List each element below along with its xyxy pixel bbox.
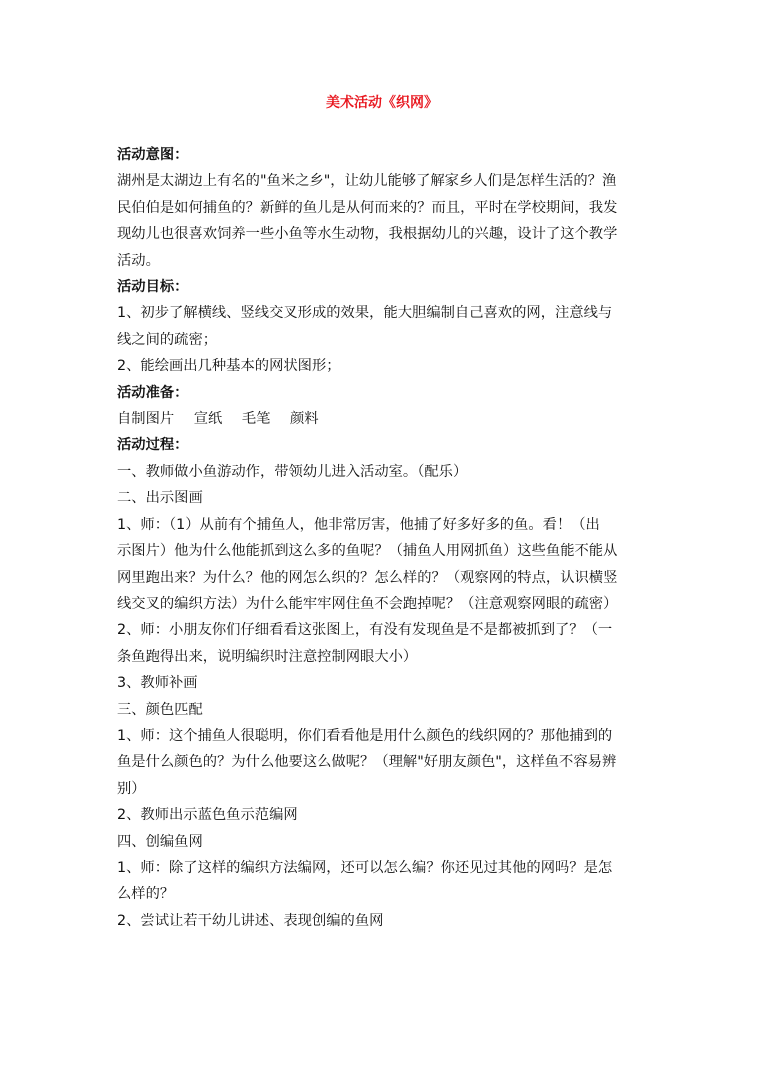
intent-heading: 活动意图： [117, 147, 189, 163]
text-line: 1、师：除了这样的编织方法编网，还可以怎么编？你还见过其他的网吗？是怎 [117, 859, 613, 876]
material-item: 自制图片 [117, 411, 175, 428]
text-line: 线交叉的编织方法）为什么能牢牢网住鱼不会跑掉呢？（注意观察网眼的疏密） [117, 595, 618, 612]
materials-list [117, 406, 657, 432]
intent-paragraph [117, 168, 657, 274]
text-line: 2、师：小朋友你们仔细看看这张图上，有没有发现鱼是不是都被抓到了？（一 [117, 622, 613, 639]
step-4-item-1 [117, 855, 657, 908]
step-2-item-3: 3、教师补画 [117, 675, 198, 692]
step-4-item-2: 2、尝试让若干幼儿讲述、表现创编的鱼网 [117, 912, 384, 929]
text-line: 民伯伯是如何捕鱼的？新鲜的鱼儿是从何而来的？而且，平时在学校期间，我发 [117, 199, 618, 216]
material-item: 毛笔 [241, 411, 271, 428]
step-1: 一、教师做小鱼游动作，带领幼儿进入活动室。（配乐） [117, 463, 468, 480]
step-3-item-1 [117, 723, 657, 802]
material-item: 宣纸 [193, 411, 223, 428]
prep-heading: 活动准备： [117, 384, 189, 401]
text-line: 1、师：（1）从前有个捕鱼人，他非常厉害，他捕了好多好多的鱼。看！（出 [117, 516, 600, 533]
text-line: 活动。 [117, 252, 160, 269]
step-4: 四、创编鱼网 [117, 833, 203, 850]
document-body [117, 142, 657, 934]
step-2: 二、出示图画 [117, 490, 203, 507]
step-2-item-2 [117, 617, 657, 670]
text-line: 示图片）他为什么他能抓到这么多的鱼呢？（捕鱼人用网抓鱼）这些鱼能不能从 [117, 543, 618, 560]
text-line: 1、初步了解横线、竖线交叉形成的效果，能大胆编制自己喜欢的网，注意线与 [117, 305, 613, 322]
text-line: 湖州是太湖边上有名的"鱼米之乡"，让幼儿能够了解家乡人们是怎样生活的？渔 [117, 173, 617, 190]
text-line: 条鱼跑得出来，说明编织时注意控制网眼大小） [117, 648, 418, 665]
text-line: 线之间的疏密； [117, 331, 218, 348]
goal-item-2: 2、能绘画出几种基本的网状图形； [117, 358, 341, 375]
text-line: 现幼儿也很喜欢饲养一些小鱼等水生动物，我根据幼儿的兴趣，设计了这个教学 [117, 226, 618, 243]
text-line: 网里跑出来？为什么？他的网怎么织的？怎么样的？（观察网的特点，认识横竖 [117, 569, 618, 586]
step-3: 三、颜色匹配 [117, 701, 203, 718]
step-2-item-1 [117, 512, 657, 618]
text-line: 鱼是什么颜色的？为什么他要这么做呢？（理解"好朋友颜色"，这样鱼不容易辨 [117, 754, 617, 771]
text-line: 么样的？ [117, 886, 175, 903]
text-line: 别） [117, 780, 146, 797]
step-3-item-2: 2、教师出示蓝色鱼示范编网 [117, 807, 298, 824]
document-title: 美术活动《织网》 [326, 95, 438, 111]
text-line: 1、师：这个捕鱼人很聪明，你们看看他是用什么颜色的线织网的？那他捕到的 [117, 727, 613, 744]
goal-item-1 [117, 300, 657, 353]
process-heading: 活动过程： [117, 437, 189, 454]
material-item: 颜料 [290, 411, 319, 428]
goals-heading: 活动目标： [117, 279, 189, 296]
